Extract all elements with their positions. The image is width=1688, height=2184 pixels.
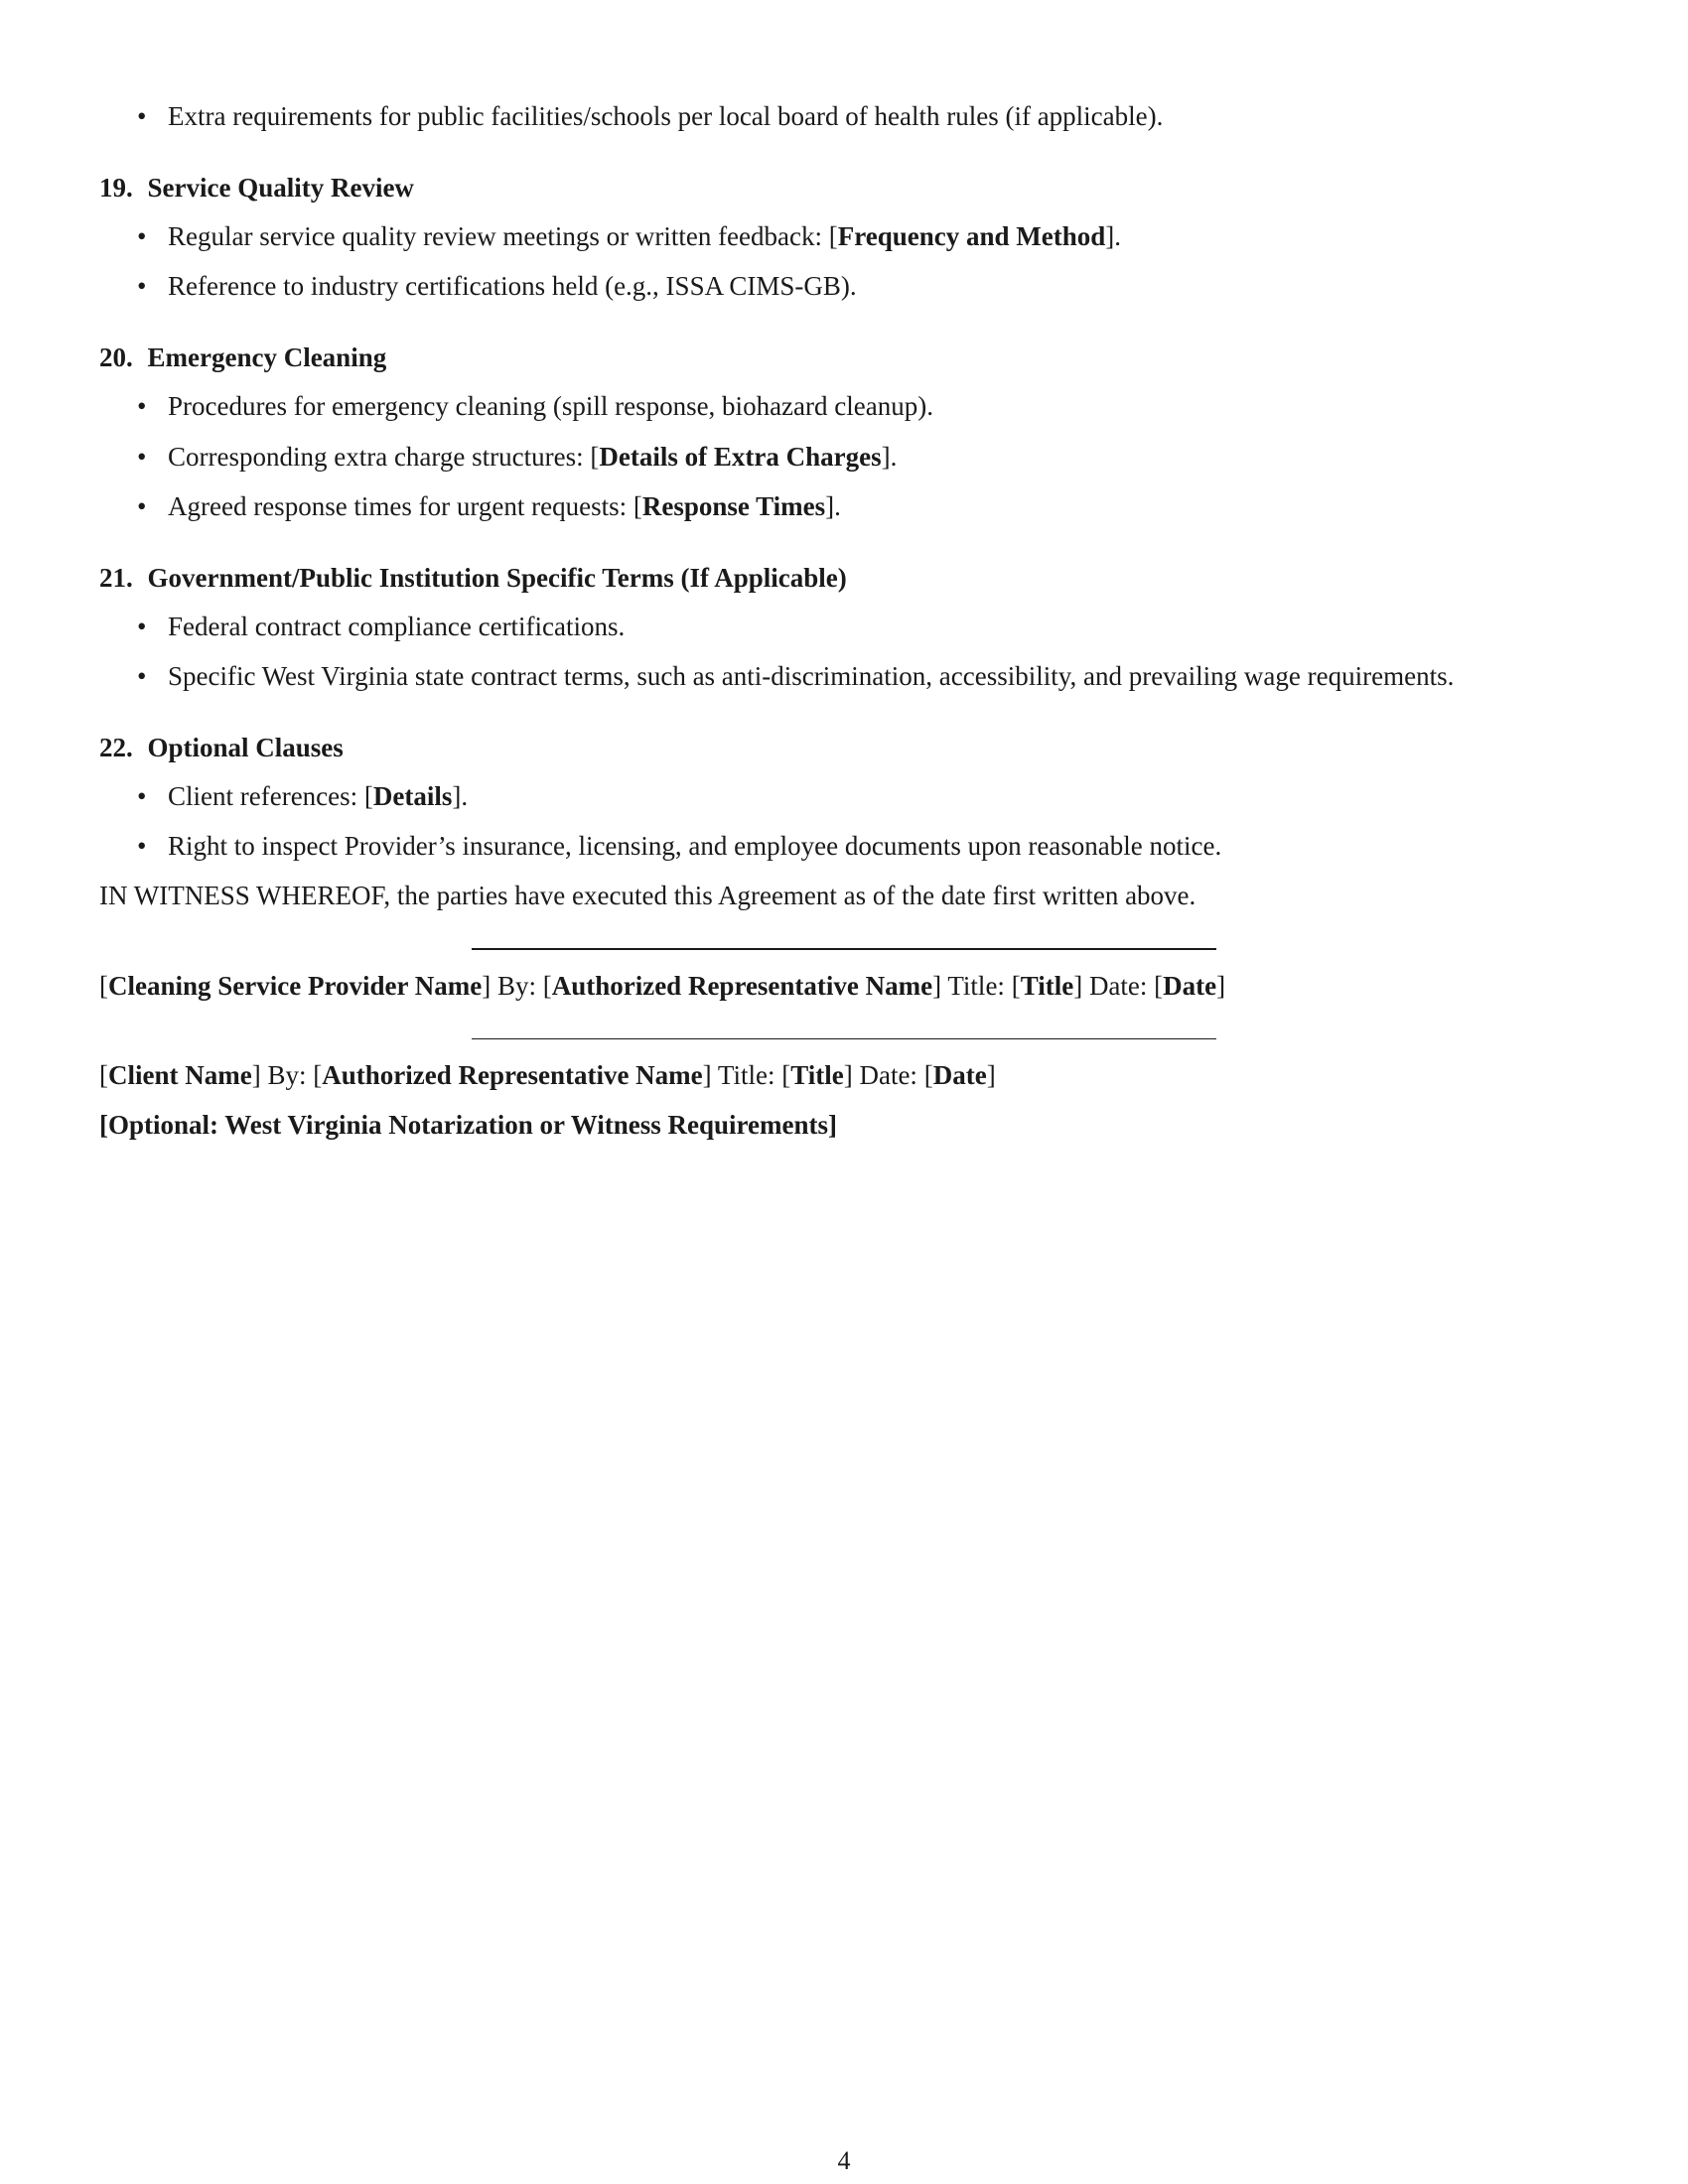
- by-label: By:: [267, 1059, 307, 1090]
- list-item: • Regular service quality review meetings or written feedback: [Frequency and Method].: [99, 219, 1609, 254]
- section-bullet-list: [99, 389, 1609, 523]
- party-name: Cleaning Service Provider Name: [108, 971, 483, 1002]
- section-title: Emergency Cleaning: [147, 342, 387, 373]
- section-heading: [99, 341, 1609, 375]
- section-number: 19.: [99, 173, 133, 204]
- title-field: Title: [1020, 971, 1074, 1002]
- section-20: [99, 341, 1609, 523]
- placeholder-field: Frequency and Method: [837, 221, 1106, 252]
- signature-line: [472, 948, 1216, 950]
- section-heading: [99, 171, 1609, 205]
- section-number: 22.: [99, 733, 133, 763]
- section-19: [99, 171, 1609, 304]
- list-item: • Specific West Virginia state contract terms, such as anti-discrimination, accessibility, and prevailing wage requirements.: [99, 659, 1609, 694]
- date-label: Date:: [859, 1059, 917, 1090]
- signature-block-provider: [Cleaning Service Provider Name] By: [Authorized Representative Name] Title: [Title] Date: [Date]: [99, 971, 1226, 1002]
- list-item: • Reference to industry certifications held (e.g., ISSA CIMS-GB).: [99, 269, 1609, 304]
- signature-line: [472, 1038, 1216, 1039]
- date-label: Date:: [1088, 971, 1148, 1002]
- representative-name: Authorized Representative Name: [551, 971, 933, 1002]
- section-heading: [99, 731, 1609, 765]
- representative-name: Authorized Representative Name: [322, 1059, 703, 1090]
- title-field: Title: [790, 1059, 844, 1090]
- section-title: Optional Clauses: [147, 733, 344, 763]
- list-item: • Agreed response times for urgent requests: [Response Times].: [99, 489, 1609, 524]
- section-bullet-list: [99, 219, 1609, 304]
- section-bullet-list: [99, 610, 1609, 694]
- section-heading: [99, 561, 1609, 596]
- section-bullet-list: [99, 779, 1609, 864]
- list-item: • Corresponding extra charge structures: [Details of Extra Charges].: [99, 440, 1609, 475]
- witness-statement: IN WITNESS WHEREOF, the parties have executed this Agreement as of the date first written above.: [99, 881, 1196, 911]
- date-field: Date: [1163, 971, 1217, 1002]
- title-label: Title:: [947, 971, 1005, 1002]
- date-field: Date: [932, 1059, 987, 1090]
- notarization-note: [Optional: West Virginia Notarization or Witness Requirements]: [99, 1109, 838, 1140]
- list-item: • Extra requirements for public facilities/schools per local board of health rules (if applicable).: [99, 99, 1609, 134]
- section-title: Service Quality Review: [147, 173, 414, 204]
- placeholder-field: Details: [372, 781, 453, 812]
- document-page: [99, 99, 1609, 1143]
- list-item: • Client references: [Details].: [99, 779, 1609, 814]
- list-item: • Federal contract compliance certifications.: [99, 610, 1609, 644]
- placeholder-field: Response Times: [641, 490, 826, 521]
- list-item: • Procedures for emergency cleaning (spill response, biohazard cleanup).: [99, 389, 1609, 424]
- section-number: 21.: [99, 562, 133, 593]
- section-22: [99, 731, 1609, 864]
- page-number: 4: [837, 2146, 851, 2175]
- by-label: By:: [496, 971, 536, 1002]
- party-name: Client Name: [108, 1059, 252, 1090]
- section-number: 20.: [99, 342, 133, 373]
- section-21: [99, 561, 1609, 694]
- placeholder-field: Details of Extra Charges: [599, 441, 882, 472]
- title-label: Title:: [717, 1059, 775, 1090]
- signature-block-client: [Client Name] By: [Authorized Representative Name] Title: [Title] Date: [Date]: [99, 1059, 996, 1090]
- list-item: • Right to inspect Provider’s insurance, licensing, and employee documents upon reasonable notice.: [99, 829, 1609, 864]
- section-title: Government/Public Institution Specific Terms (If Applicable): [147, 562, 847, 593]
- intro-bullet-list: [99, 99, 1609, 134]
